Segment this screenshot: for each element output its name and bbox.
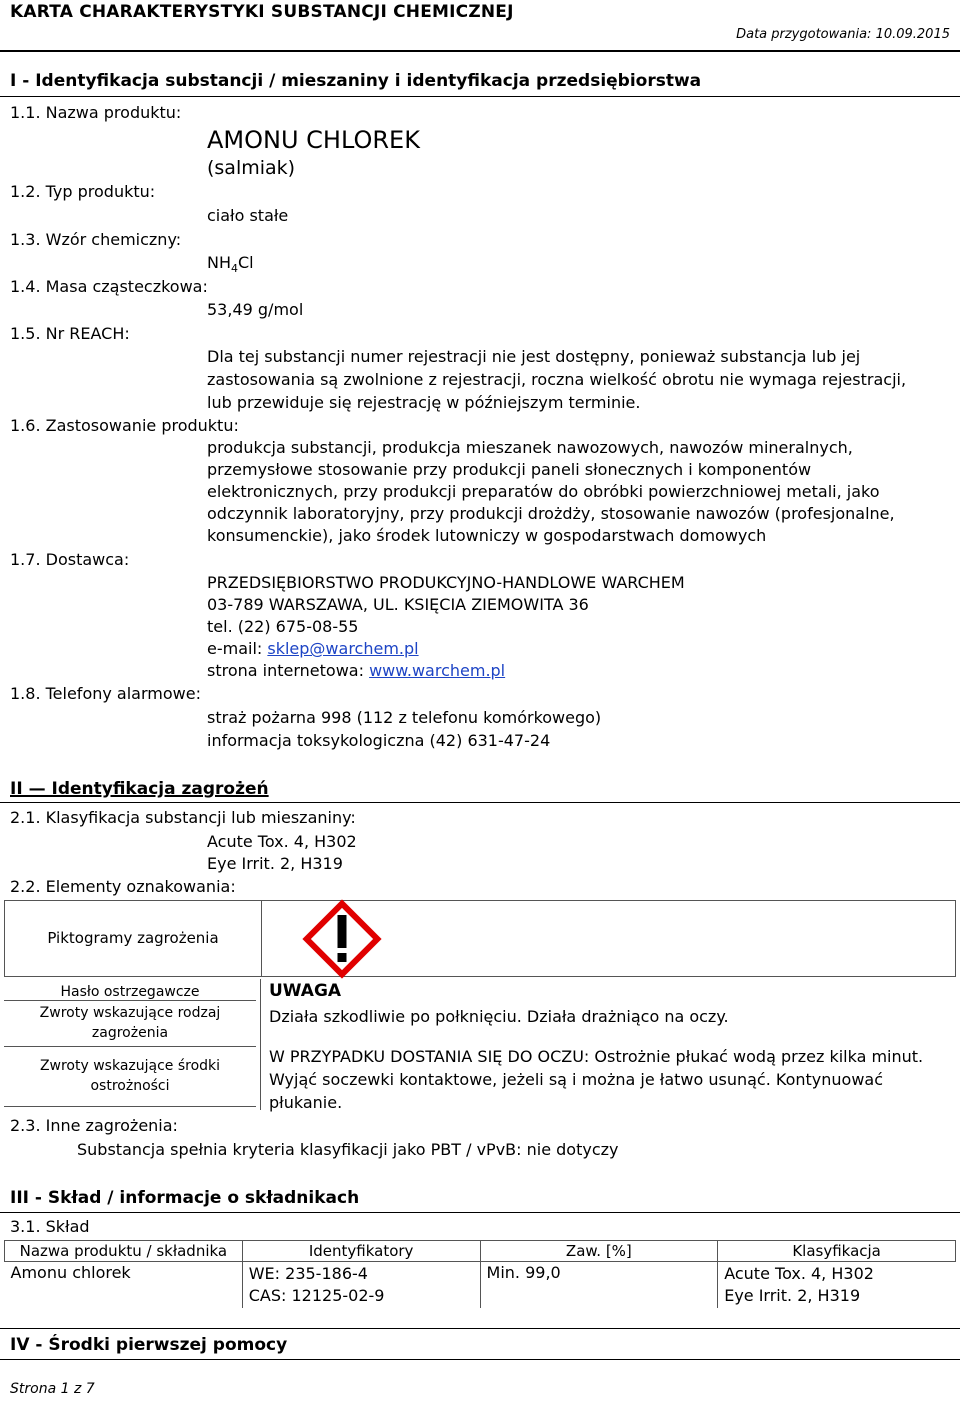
molar-mass: 53,49 g/mol xyxy=(207,300,304,319)
column-header: Klasyfikacja xyxy=(718,1241,956,1262)
label-supplier: 1.7. Dostawca: xyxy=(10,550,130,569)
label-classification: 2.1. Klasyfikacja substancji lub mieszaniny: xyxy=(10,808,356,827)
product-type: ciało stałe xyxy=(207,206,289,225)
page-number: Strona 1 z 7 xyxy=(10,1381,95,1397)
section-4-divider xyxy=(0,1359,960,1360)
use-line-5: konsumenckie), jako środek lutowniczy w gospodarstwach domowych xyxy=(207,526,767,545)
emergency-line-2: informacja toksykologiczna (42) 631-47-24 xyxy=(207,731,551,750)
section-4-top-divider xyxy=(0,1328,960,1329)
label-composition: 3.1. Skład xyxy=(10,1217,90,1236)
other-hazards: Substancja spełnia kryteria klasyfikacji jako PBT / vPvB: nie dotyczy xyxy=(77,1140,619,1159)
reach-line-2: zastosowania są zwolnione z rejestracji, roczna wielkość obrotu nie wymaga rejestracji, xyxy=(207,370,907,389)
product-alt-name: (salmiak) xyxy=(207,157,296,179)
precaution-line-3: płukanie. xyxy=(269,1093,343,1112)
section-4-title: IV - Środki pierwszej pomocy xyxy=(10,1335,288,1355)
section-3-title: III - Skład / informacje o składnikach xyxy=(10,1188,360,1208)
label-molar-mass: 1.4. Masa cząsteczkowa: xyxy=(10,277,208,296)
product-name: AMONU CHLOREK xyxy=(207,126,420,154)
supplier-phone: tel. (22) 675-08-55 xyxy=(207,617,359,636)
email-link[interactable]: sklep@warchem.pl xyxy=(267,639,419,658)
use-line-3: elektronicznych, przy produkcji preparatów do obróbki powierzchniowej metali, jako xyxy=(207,482,880,501)
website-link[interactable]: www.warchem.pl xyxy=(369,661,506,680)
exclamation-mark-hazard-icon xyxy=(300,897,384,985)
column-header: Zaw. [%] xyxy=(480,1241,718,1262)
section-3-divider xyxy=(0,1212,960,1213)
precautionary-statements-label: Zwroty wskazujące środki ostrożności xyxy=(39,1058,221,1094)
label-product-use: 1.6. Zastosowanie produktu: xyxy=(10,416,239,435)
component-identifiers: WE: 235-186-4 CAS: 12125-02-9 xyxy=(242,1262,480,1309)
section-1-title: I - Identyfikacja substancji / mieszaniny i identyfikacja przedsiębiorstwa xyxy=(10,71,702,91)
chemical-formula: $NH_4Cl$ xyxy=(207,253,254,276)
use-line-1: produkcja substancji, produkcja mieszanek nawozowych, nawozów mineralnych, xyxy=(207,438,853,457)
component-classification: Acute Tox. 4, H302 Eye Irrit. 2, H319 xyxy=(724,1264,874,1305)
signal-row-divider xyxy=(4,1000,256,1002)
label-chemical-formula: 1.3. Wzór chemiczny: xyxy=(10,230,182,249)
hazard-row-divider xyxy=(4,1046,256,1048)
supplier-website: strona internetowa: www.warchem.pl xyxy=(207,661,506,680)
precaution-line-1: W PRZYPADKU DOSTANIA SIĘ DO OCZU: Ostrożnie płukać wodą przez kilka minut. xyxy=(269,1047,924,1066)
section-2-divider xyxy=(0,802,960,803)
classification-2: Eye Irrit. 2, H319 xyxy=(207,854,343,873)
reach-line-3: lub przewiduje się rejestrację w późniejszym terminie. xyxy=(207,393,641,412)
column-header: Nazwa produktu / składnika xyxy=(5,1241,243,1262)
classification-1: Acute Tox. 4, H302 xyxy=(207,832,357,851)
label-other-hazards: 2.3. Inne zagrożenia: xyxy=(10,1116,178,1135)
label-product-type: 1.2. Typ produktu: xyxy=(10,182,156,201)
table-header-row xyxy=(5,1241,956,1262)
use-line-4: odczynnik laboratoryjny, przy produkcji drożdży, stosowanie nawozów (profesjonalne, xyxy=(207,504,895,523)
hazard-statements: Działa szkodliwie po połknięciu. Działa drażniąco na oczy. xyxy=(269,1007,729,1026)
reach-line-1: Dla tej substancji numer rejestracji nie jest dostępny, ponieważ substancja lub jej xyxy=(207,347,861,366)
supplier-address: 03-789 WARSZAWA, UL. KSIĘCIA ZIEMOWITA 36 xyxy=(207,595,589,614)
preparation-date: Data przygotowania: 10.09.2015 xyxy=(736,27,950,42)
composition-table xyxy=(4,1240,956,1308)
header-divider xyxy=(0,50,960,52)
label-emergency-phones: 1.8. Telefony alarmowe: xyxy=(10,684,201,703)
label-column-divider xyxy=(260,979,261,1110)
use-line-2: przemysłowe stosowanie przy produkcji paneli słonecznych i komponentów xyxy=(207,460,812,479)
precaution-row-divider xyxy=(4,1106,256,1108)
signal-word: UWAGA xyxy=(269,981,342,1001)
emergency-line-1: straż pożarna 998 (112 z telefonu komórkowego) xyxy=(207,708,602,727)
label-product-name: 1.1. Nazwa produktu: xyxy=(10,103,182,122)
supplier-company: PRZEDSIĘBIORSTWO PRODUKCYJNO-HANDLOWE WARCHEM xyxy=(207,573,685,592)
hazard-statements-label: Zwroty wskazujące rodzaj zagrożenia xyxy=(39,1005,221,1041)
document-title: KARTA CHARAKTERYSTYKI SUBSTANCJI CHEMICZNEJ xyxy=(10,2,514,22)
component-content: Min. 99,0 xyxy=(480,1262,718,1309)
pictogram-label-cell: Piktogramy zagrożenia xyxy=(4,900,262,977)
component-name: Amonu chlorek xyxy=(5,1262,243,1309)
section-1-divider xyxy=(0,96,960,97)
supplier-email: e-mail: sklep@warchem.pl xyxy=(207,639,419,658)
signal-word-label: Hasło ostrzegawcze xyxy=(60,984,200,1000)
label-reach-number: 1.5. Nr REACH: xyxy=(10,324,130,343)
section-2-title: II — Identyfikacja zagrożeń xyxy=(10,779,269,799)
label-labelling-elements: 2.2. Elementy oznakowania: xyxy=(10,877,236,896)
table-row xyxy=(5,1262,956,1309)
precaution-line-2: Wyjąć soczewki kontaktowe, jeżeli są i można je łatwo usunąć. Kontynuować xyxy=(269,1070,884,1089)
column-header: Identyfikatory xyxy=(242,1241,480,1262)
